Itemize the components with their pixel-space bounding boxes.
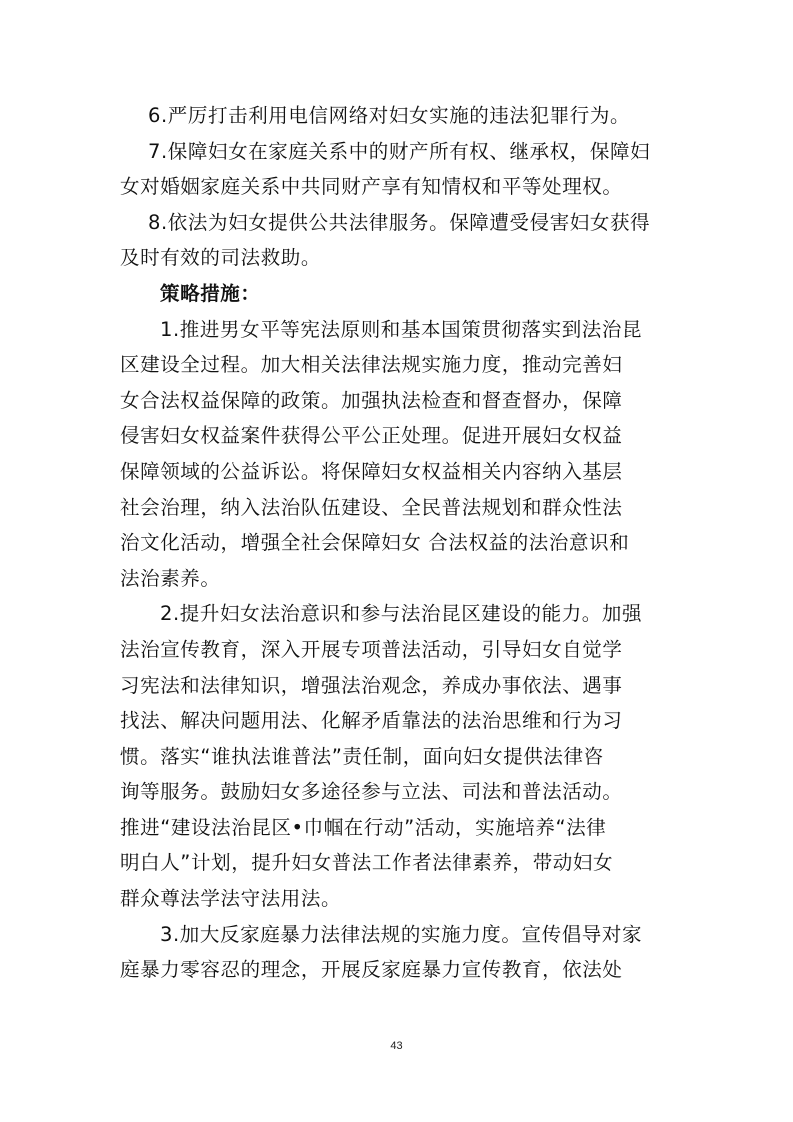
paragraph-line: 女对婚姻家庭关系中共同财产享有知情权和平等处理权。 (120, 175, 623, 199)
paragraph-line: 女合法权益保障的政策。加强执法检查和督查督办，保障 (120, 388, 623, 412)
paragraph-line: 8.依法为妇女提供公共法律服务。保障遭受侵害妇女获得 (148, 210, 651, 234)
section-heading: 策略措施： (160, 281, 261, 305)
paragraph-line: 推进“建设法治昆区•巾帼在行动”活动，实施培养“法律 (120, 815, 607, 839)
paragraph-line: 侵害妇女权益案件获得公平公正处理。促进开展妇女权益 (120, 424, 623, 448)
paragraph-line: 6.严厉打击利用电信网络对妇女实施的违法犯罪行为。 (148, 104, 631, 127)
paragraph-line: 及时有效的司法救助。 (120, 246, 322, 270)
paragraph-line: 惯。落实“谁执法谁普法”责任制，面向妇女提供法律咨 (120, 744, 604, 768)
paragraph-line: 区建设全过程。加大相关法律法规实施力度，推动完善妇 (120, 353, 623, 377)
paragraph-line: 法治素养。 (120, 566, 221, 590)
paragraph-line: 找法、解决问题用法、化解矛盾靠法的法治思维和行为习 (120, 709, 623, 733)
document-body (120, 98, 680, 988)
page-number: 43 (390, 1040, 403, 1052)
paragraph-line: 习宪法和法律知识，增强法治观念，养成办事依法、遇事 (120, 673, 623, 697)
paragraph-line: 询等服务。鼓励妇女多途径参与立法、司法和普法活动。 (120, 780, 623, 804)
paragraph-line: 法治宣传教育，深入开展专项普法活动，引导妇女自觉学 (120, 637, 623, 661)
paragraph-line: 群众尊法学法守法用法。 (120, 887, 342, 911)
paragraph-line: 1.推进男女平等宪法原则和基本国策贯彻落实到法治昆 (160, 317, 643, 341)
paragraph-line: 明白人”计划，提升妇女普法工作者法律素养，带动妇女 (120, 851, 614, 875)
paragraph-line: 社会治理，纳入法治队伍建设、全民普法规划和群众性法 (120, 495, 623, 519)
paragraph-line: 7.保障妇女在家庭关系中的财产所有权、继承权，保障妇 (148, 139, 651, 163)
paragraph-line: 庭暴力零容忍的理念，开展反家庭暴力宣传教育，依法处 (120, 958, 623, 982)
paragraph-line: 3.加大反家庭暴力法律法规的实施力度。宣传倡导对家 (160, 922, 643, 946)
paragraph-line: 保障领域的公益诉讼。将保障妇女权益相关内容纳入基层 (120, 459, 623, 483)
paragraph-line: 治文化活动，增强全社会保障妇女 合法权益的法治意识和 (120, 531, 630, 555)
paragraph-line: 2.提升妇女法治意识和参与法治昆区建设的能力。加强 (160, 602, 643, 626)
